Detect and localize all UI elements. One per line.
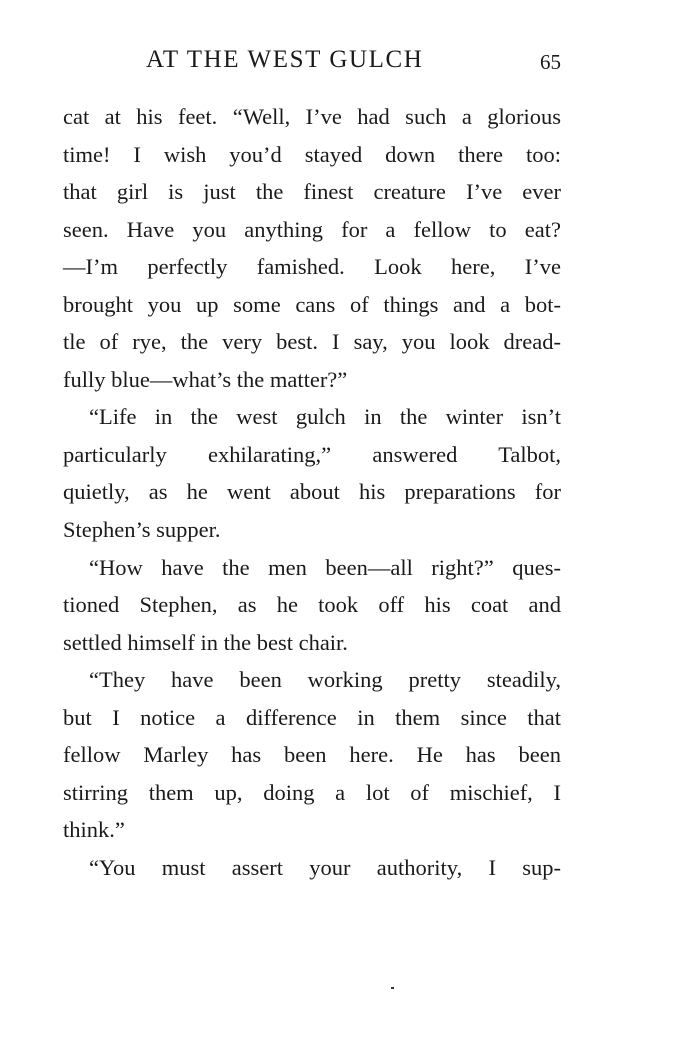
text-line: “They have been working pretty steadily, [89, 667, 561, 693]
text-line: brought you up some cans of things and a bot- [63, 291, 561, 317]
text-line: Stephen’s supper. [63, 517, 221, 543]
text-line: fellow Marley has been here. He has been [63, 742, 561, 768]
page-number: 65 [540, 50, 561, 74]
text-line: settled himself in the best chair. [63, 629, 348, 655]
running-title: AT THE WEST GULCH [146, 46, 424, 73]
text-line: quietly, as he went about his preparations for [63, 479, 561, 505]
body-text [63, 98, 561, 886]
text-line: “Life in the west gulch in the winter isn’t [89, 404, 561, 430]
text-line: “You must assert your authority, I sup- [89, 854, 561, 880]
text-line: that girl is just the finest creature I’ve ever [63, 179, 561, 205]
page-header [0, 44, 692, 84]
text-line: particularly exhilarating,” answered Talbot, [63, 441, 561, 467]
text-line: fully blue—what’s the matter?” [63, 366, 348, 392]
text-line: cat at his feet. “Well, I’ve had such a glorious [63, 104, 561, 129]
text-line: —I’m perfectly famished. Look here, I’ve [63, 254, 561, 280]
text-line: seen. Have you anything for a fellow to eat? [63, 216, 561, 242]
text-line: tle of rye, the very best. I say, you look dread- [63, 329, 561, 355]
text-line: think.” [63, 817, 125, 843]
text-line: but I notice a difference in them since that [63, 704, 561, 730]
text-line: “How have the men been—all right?” ques- [89, 554, 561, 580]
text-line: stirring them up, doing a lot of mischief, I [63, 779, 561, 805]
text-line: time! I wish you’d stayed down there too: [63, 141, 561, 167]
text-line: tioned Stephen, as he took off his coat and [63, 592, 561, 618]
print-speck [391, 987, 394, 989]
